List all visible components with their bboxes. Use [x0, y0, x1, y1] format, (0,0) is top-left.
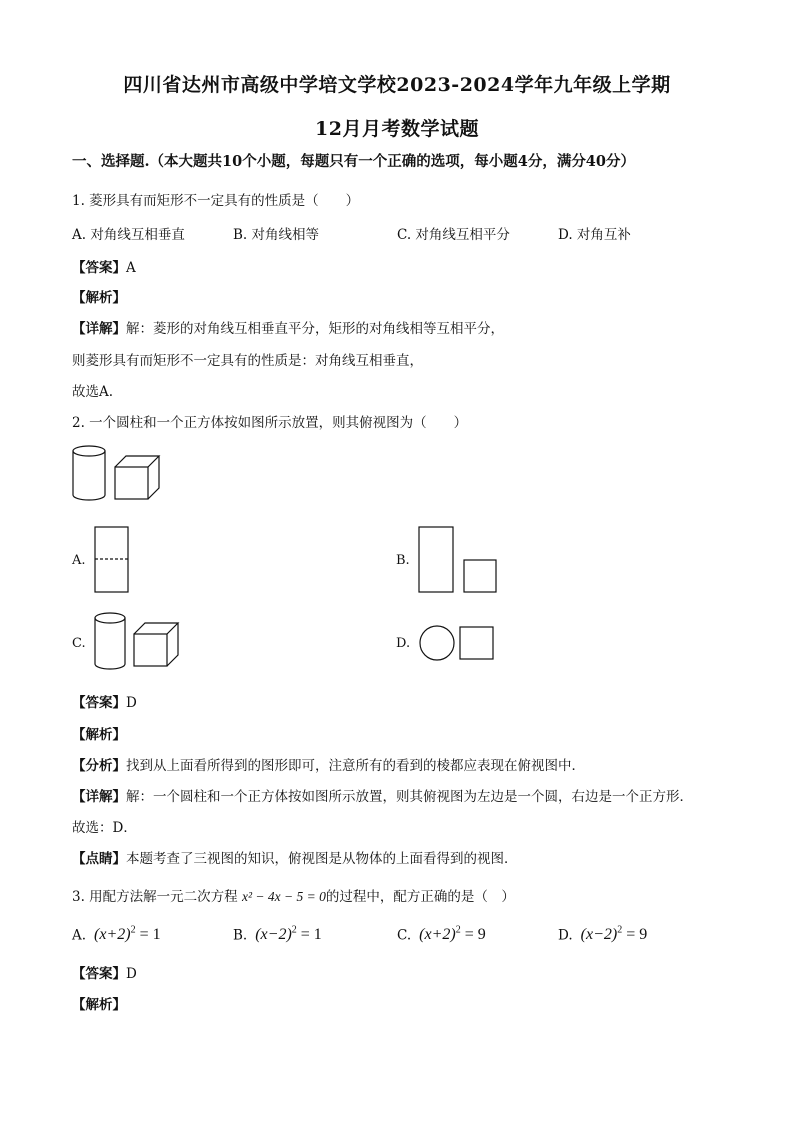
- q2-option-d-figure: [418, 625, 498, 663]
- q2-option-b-figure: [418, 526, 500, 594]
- q2-option-d-label: D.: [396, 636, 411, 651]
- q2-conclusion: 故选：D．: [72, 820, 137, 836]
- q3-stem-pre: 3. 用配方法解一元二次方程: [72, 889, 238, 905]
- q1-answer: [72, 256, 136, 276]
- dianjing-text: 本题考查了三视图的知识，俯视图是从物体的上面看得到的视图．: [126, 851, 518, 867]
- q1-detail: [72, 317, 504, 337]
- detail-text: 解：菱形的对角线互相垂直平分，矩形的对角线相等互相平分，: [126, 321, 504, 337]
- q1-conclusion: 故选A.: [72, 384, 114, 400]
- answer-value: D: [126, 695, 137, 711]
- q3-option-c: [397, 925, 486, 944]
- option-label: A.: [72, 927, 87, 944]
- q3-option-a: [72, 925, 161, 944]
- q2-option-c-label: C.: [72, 636, 86, 651]
- q2-option-c-figure: [92, 610, 184, 672]
- option-rhs: = 9: [460, 926, 486, 944]
- q1-option-c: C. 对角线互相平分: [397, 227, 510, 243]
- option-label: C.: [397, 927, 412, 944]
- option-rhs: = 9: [622, 926, 648, 944]
- option-exponent: 2: [291, 925, 297, 936]
- q3-option-d: [558, 925, 647, 944]
- q2-stem: 2. 一个圆柱和一个正方体按如图所示放置，则其俯视图为（ ）: [72, 415, 468, 431]
- option-exponent: 2: [455, 925, 461, 936]
- answer-label: 【答案】: [72, 966, 126, 982]
- fenxi-label: 【分析】: [72, 758, 126, 774]
- q3-answer: [72, 962, 137, 982]
- q2-figure-cylinder-cube: [70, 443, 170, 505]
- answer-label: 【答案】: [72, 260, 126, 276]
- option-base: (x+2): [419, 926, 456, 944]
- option-rhs: = 1: [296, 926, 322, 944]
- q2-option-b-label: B.: [396, 553, 410, 568]
- dianjing-label: 【点睛】: [72, 851, 126, 867]
- detail-label: 【详解】: [72, 321, 126, 337]
- exam-title-line1: 四川省达州市高级中学培文学校2023-2024学年九年级上学期: [123, 74, 671, 96]
- q1-option-b: B. 对角线相等: [233, 227, 320, 243]
- q3-analysis-label: 【解析】: [72, 997, 126, 1013]
- q3-stem: [72, 885, 515, 905]
- q3-stem-post: 的过程中，配方正确的是（ ）: [325, 889, 515, 905]
- q2-option-a-figure: [94, 526, 130, 594]
- q1-analysis-label: 【解析】: [72, 290, 126, 306]
- fenxi-text: 找到从上面看所得到的图形即可，注意所有的看到的棱都应表现在俯视图中．: [126, 758, 585, 774]
- option-exponent: 2: [617, 925, 623, 936]
- detail-label: 【详解】: [72, 789, 126, 805]
- q2-analysis-label: 【解析】: [72, 727, 126, 743]
- detail-text: 解：一个圆柱和一个正方体按如图所示放置，则其俯视图为左边是一个圆，右边是一个正方形．: [126, 789, 693, 805]
- q2-answer: [72, 691, 137, 711]
- q1-option-a: A. 对角线互相垂直: [72, 227, 185, 243]
- q2-option-a-label: A.: [72, 553, 86, 568]
- option-exponent: 2: [130, 925, 136, 936]
- q1-detail-2: 则菱形具有而矩形不一定具有的性质是：对角线互相垂直，: [72, 353, 423, 369]
- q3-equation: x² − 4x − 5 = 0: [241, 889, 326, 904]
- q2-dianjing: [72, 847, 518, 867]
- answer-value: A: [126, 260, 136, 276]
- option-base: (x−2): [580, 926, 618, 944]
- option-label: B.: [233, 927, 248, 944]
- q1-option-d: D. 对角互补: [558, 227, 631, 243]
- q2-fenxi: [72, 754, 585, 774]
- section-heading: 一、选择题.（本大题共10个小题，每题只有一个正确的选项，每小题4分，满分40分）: [72, 153, 635, 170]
- exam-title-line2: 12月月考数学试题: [315, 118, 479, 140]
- q2-detail: [72, 785, 693, 805]
- option-base: (x−2): [255, 926, 292, 944]
- option-rhs: = 1: [135, 926, 161, 944]
- answer-label: 【答案】: [72, 695, 126, 711]
- q1-stem: 1. 菱形具有而矩形不一定具有的性质是（ ）: [72, 193, 360, 209]
- option-base: (x+2): [94, 926, 131, 944]
- answer-value: D: [126, 966, 137, 982]
- option-label: D.: [558, 927, 573, 944]
- q3-option-b: [233, 925, 322, 944]
